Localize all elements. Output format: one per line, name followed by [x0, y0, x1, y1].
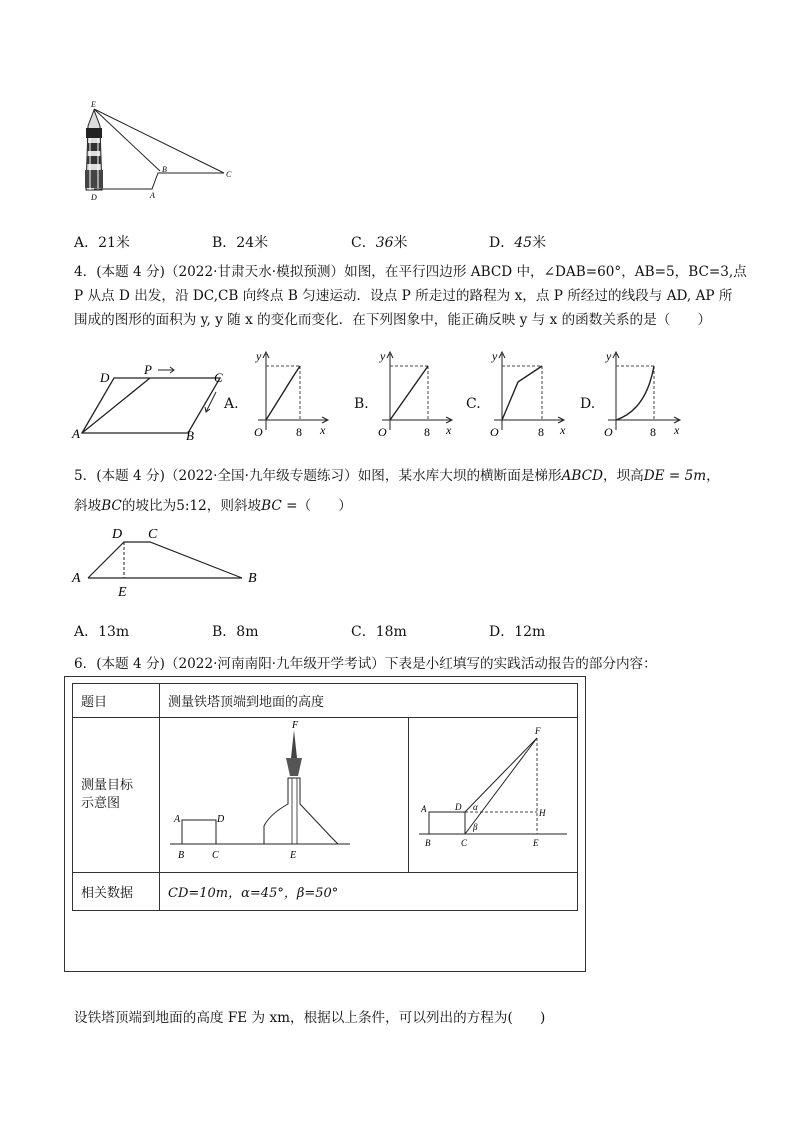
q6-f1-E: E — [290, 850, 297, 861]
q6-row3-label: 相关数据 — [73, 873, 160, 911]
q6-f2-beta: β — [473, 822, 478, 832]
q5-label-C: C — [148, 527, 158, 542]
q5-option-d[interactable]: D．12m — [489, 624, 546, 640]
q5-label-E: E — [118, 585, 127, 600]
q4-d-y: y — [606, 349, 612, 363]
q4-graph-a[interactable] — [248, 348, 336, 442]
q5-abcd: ABCD — [561, 468, 603, 484]
q6-row2-label — [73, 718, 160, 873]
q3-figure — [74, 98, 244, 206]
q6-fig2-cell — [409, 718, 578, 873]
q4-c-o: O — [490, 425, 499, 439]
q3-option-b-letter: B． — [212, 235, 237, 251]
q4-label-P: P — [144, 362, 152, 377]
q3-option-a-letter: A． — [74, 235, 99, 251]
q3-label-C: C — [226, 170, 232, 179]
q3-option-a-unit: 米 — [115, 235, 130, 251]
q4-a-x: x — [320, 423, 326, 437]
q5-ratio: 5:12 — [176, 498, 207, 514]
q4-a-8: 8 — [296, 425, 302, 439]
q3-option-a-value: 21 — [98, 235, 116, 251]
q5-option-a[interactable]: A．13m — [74, 624, 130, 640]
tower-drawing — [85, 110, 103, 190]
q5-bc: BC — [101, 498, 122, 514]
q3-label-A: A — [150, 191, 155, 200]
q6-line-1: 6．(本题 4 分)（2022·河南南阳·九年级开学考试）下表是小红填写的实践活动报告的部分内容： — [74, 656, 657, 672]
q5-line-1-text: 5．(本题 4 分)（2022·全国·九年级专题练习）如图，某水库大坝的横断面是梯形 — [74, 468, 562, 484]
q5-line-2-text3: ，则斜坡 — [206, 498, 262, 514]
q5-label-A: A — [72, 571, 81, 586]
q4-c-y: y — [492, 349, 498, 363]
q3-option-c-letter: C． — [351, 235, 376, 251]
q4-line-3: 围成的图形的面积为 y, y 随 x 的变化而变化．在下列图象中，能正确反映 y 与 x 的函数关系的是（ ） — [74, 312, 712, 328]
q6-row3-value: CD=10m，α=45°，β=50° — [160, 873, 578, 911]
q6-f2-alpha: α — [473, 802, 478, 812]
q6-row1-label: 题目 — [73, 684, 160, 718]
q5-label-B: B — [248, 571, 257, 586]
q3-option-b[interactable] — [212, 232, 268, 252]
q3-option-b-value: 24 — [236, 235, 255, 251]
q3-option-c[interactable] — [351, 232, 408, 252]
q5-line-2 — [74, 494, 734, 518]
q4-d-8: 8 — [650, 425, 656, 439]
q4-graph-b[interactable] — [372, 348, 460, 442]
q4-label-D: D — [100, 370, 110, 385]
q5-label-D: D — [112, 527, 123, 542]
q6-f1-B: B — [178, 850, 185, 861]
q4-b-8: 8 — [424, 425, 430, 439]
q6-f2-H: H — [539, 808, 546, 818]
q5-line-2-text2: 的坡比为 — [121, 498, 177, 514]
q5-option-b[interactable]: B．8m — [212, 624, 259, 640]
q6-report-table — [72, 683, 578, 911]
q6-fig1-cell — [160, 718, 409, 873]
q6-row2-label-text: 测量目标示意图 — [81, 778, 134, 811]
q4-label-C: C — [214, 370, 223, 385]
q5-stem — [74, 464, 734, 518]
q4-line-2: P 从点 D 出发，沿 DC,CB 向终点 B 匀速运动．设点 P 所走过的路程为 x，点 P 所经过的线段与 AD, AP 所 — [74, 288, 733, 304]
q6-f1-C: C — [212, 850, 219, 861]
q3-option-a[interactable] — [74, 232, 130, 252]
q3-option-d[interactable] — [489, 232, 546, 252]
q6-f2-E: E — [533, 838, 539, 848]
q4-d-x: x — [674, 423, 680, 437]
q4-line-1: 4．(本题 4 分)（2022·甘肃天水·模拟预测）如图，在平行四边形 ABCD 中，∠DAB=60°，AB=5，BC=3,点 — [74, 264, 747, 280]
q3-option-d-letter: D． — [489, 235, 515, 251]
q6-f2-A: A — [421, 804, 427, 814]
q3-label-D: D — [91, 193, 97, 202]
q5-line-1-text2: ，坝高 — [602, 468, 644, 484]
q4-a-o: O — [254, 425, 263, 439]
q6-f2-D: D — [455, 802, 462, 812]
q5-line-2-text: 斜坡 — [74, 498, 102, 514]
q5-de: DE = 5m — [643, 468, 707, 484]
q4-graph-c[interactable] — [484, 348, 572, 442]
q5-line-1-end: ， — [706, 468, 720, 484]
q4-option-a-letter[interactable]: A. — [224, 396, 239, 412]
q6-row1-value: 测量铁塔顶端到地面的高度 — [160, 684, 578, 718]
q4-stem — [74, 260, 747, 332]
q6-question: 设铁塔顶端到地面的高度 FE 为 xm，根据以上条件，可以列出的方程为( ) — [74, 1010, 546, 1026]
q6-f2-B: B — [425, 838, 431, 848]
q4-graph-d[interactable] — [598, 348, 688, 442]
q5-line-1 — [74, 464, 734, 488]
q3-label-B: B — [162, 165, 167, 174]
q4-option-c-letter[interactable]: C. — [466, 396, 481, 412]
q6-f1-A: A — [174, 814, 181, 825]
q6-f1-F: F — [292, 720, 299, 731]
q4-label-B: B — [186, 428, 194, 442]
q4-parallelogram-figure — [70, 356, 240, 442]
q4-label-A: A — [72, 426, 80, 441]
q4-option-d-letter[interactable]: D. — [580, 396, 596, 412]
q6-f1-D: D — [217, 814, 225, 825]
q6-tower-figure — [160, 718, 408, 868]
q4-c-8: 8 — [538, 425, 544, 439]
q3-option-c-unit: 米 — [393, 235, 408, 251]
q6-f2-F: F — [535, 726, 541, 736]
q5-bc-eq: BC = — [261, 498, 298, 514]
q4-option-b-letter[interactable]: B. — [354, 396, 369, 412]
q6-angle-figure — [409, 718, 573, 868]
q5-option-c[interactable]: C．18m — [351, 624, 407, 640]
q3-label-E: E — [91, 100, 96, 109]
q5-trapezoid-figure — [70, 520, 270, 600]
q4-b-o: O — [378, 425, 387, 439]
q4-d-o: O — [604, 425, 613, 439]
q3-option-d-value: 45 — [514, 235, 533, 251]
q6-f2-C: C — [461, 838, 468, 848]
q4-b-x: x — [446, 423, 452, 437]
q4-b-y: y — [380, 349, 386, 363]
q4-c-x: x — [560, 423, 566, 437]
q5-blank: （ ） — [297, 498, 352, 514]
q3-option-d-unit: 米 — [532, 235, 547, 251]
q4-a-y: y — [256, 349, 262, 363]
q3-option-b-unit: 米 — [254, 235, 269, 251]
q3-option-c-value: 36 — [375, 235, 394, 251]
